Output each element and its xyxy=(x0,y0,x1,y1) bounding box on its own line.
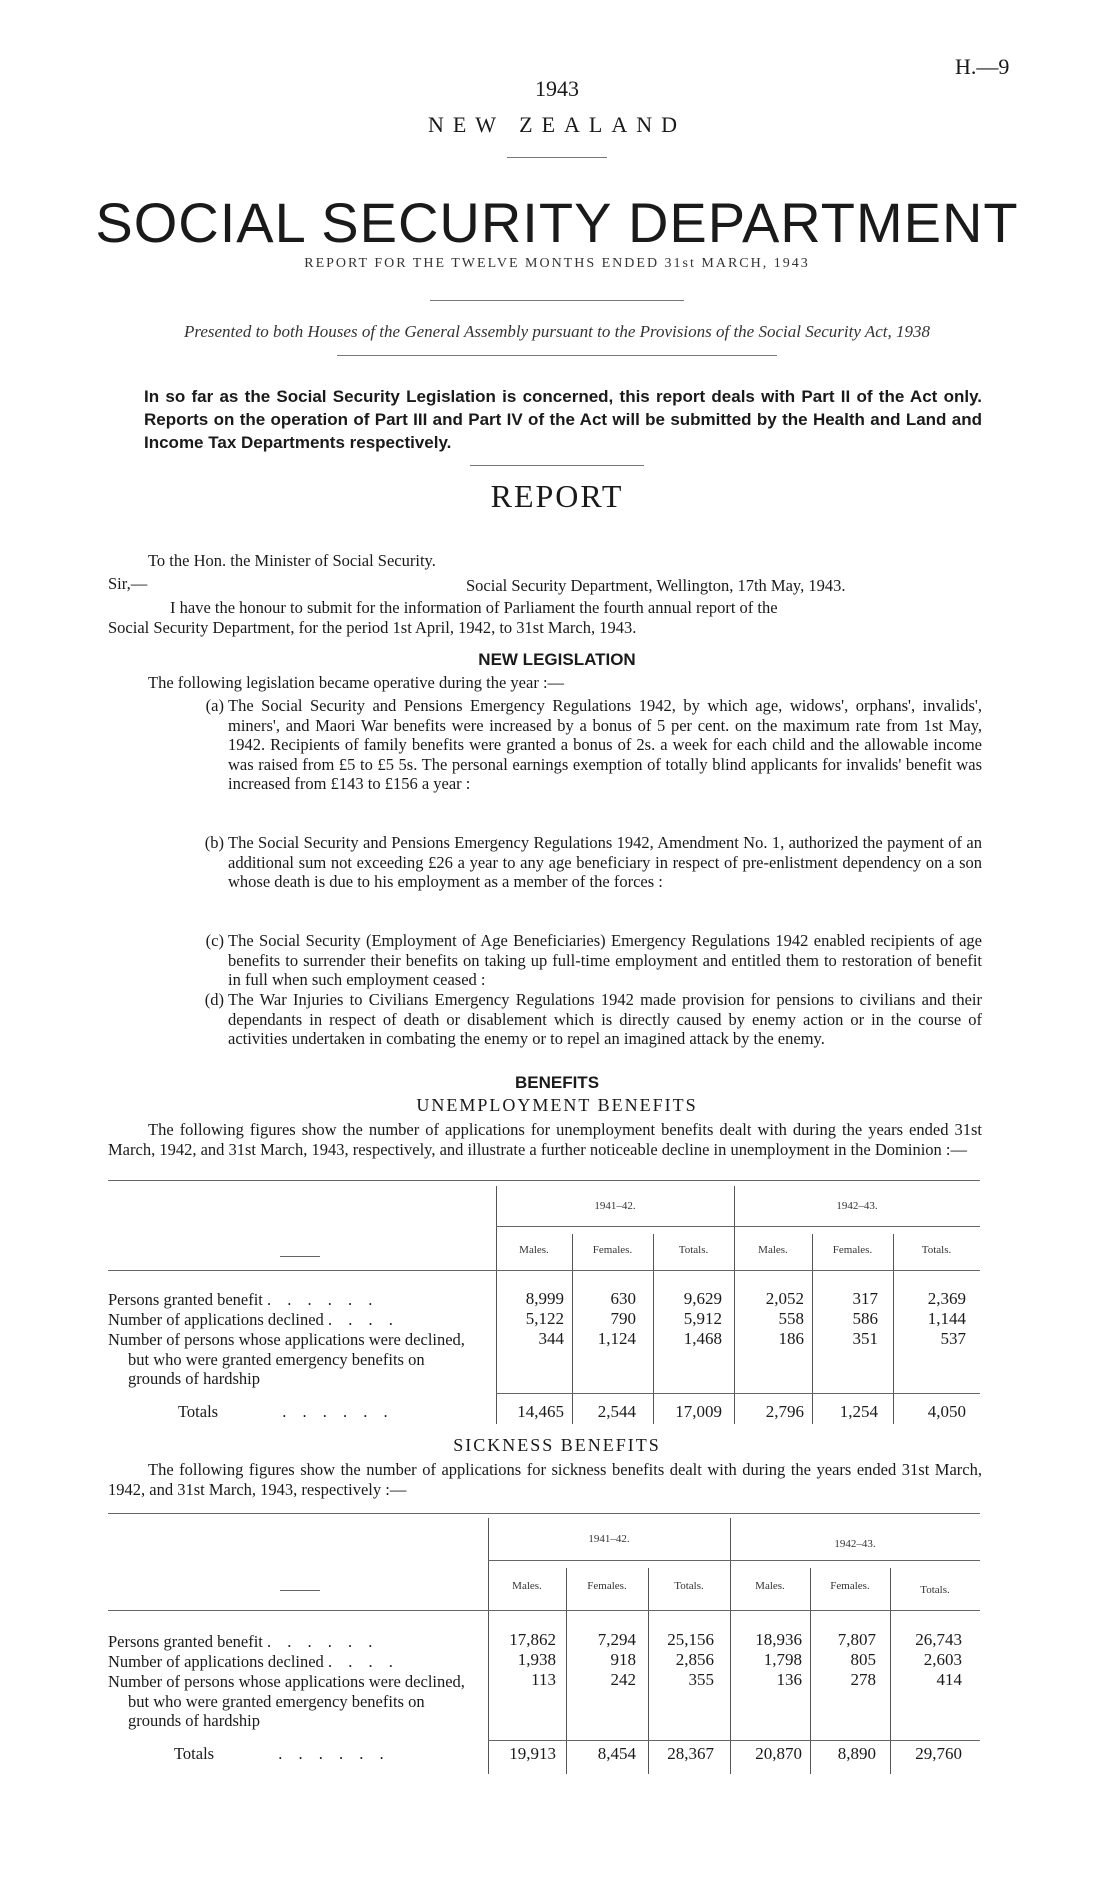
table-cell: 355 xyxy=(688,1670,714,1689)
column-header: Totals. xyxy=(921,1244,952,1256)
unemployment-intro: The following figures show the number of applications for unemployment benefits dealt with during the years ended 31st March, 1942, and 31st March, 1943, respectively, and illustrate a further noticeable decline in unemployment in the Dominion :— xyxy=(108,1120,982,1159)
table-cell: 18,936 xyxy=(755,1630,802,1649)
item-text: The War Injuries to Civilians Emergency Regulations 1942 made provision for pensions to civilians and their dependants in respect of death or disablement which is directly caused by enemy action or in the course of activities undertaken in combating the enemy or to repel an imagined attack by the enemy. xyxy=(228,990,982,1048)
period-header: 1942–43. xyxy=(836,1200,878,1212)
column-header: Males. xyxy=(519,1244,549,1256)
table-cell: 1,254 xyxy=(839,1402,878,1421)
table-cell: 790 xyxy=(610,1309,636,1328)
table-rule xyxy=(108,1270,980,1271)
table-cell: 630 xyxy=(610,1289,636,1308)
department-title: SOCIAL SECURITY DEPARTMENT xyxy=(95,191,1019,254)
table-cell: 2,052 xyxy=(765,1289,804,1308)
table-rule xyxy=(108,1610,980,1611)
page-number: H.—9 xyxy=(955,54,1010,79)
row-label: Totals xyxy=(178,1402,219,1421)
column-header: Totals. xyxy=(678,1244,709,1256)
table-cell: 8,454 xyxy=(597,1744,636,1763)
leader-dots: . . . . . . xyxy=(267,1632,379,1651)
table-cell: 8,890 xyxy=(837,1744,876,1763)
table-cell: 414 xyxy=(936,1670,962,1689)
table-cell: 558 xyxy=(778,1309,804,1328)
table-cell: 317 xyxy=(852,1289,878,1308)
leader-dots: . . . . xyxy=(327,1310,399,1329)
item-label: (b) xyxy=(204,833,224,852)
leader-dots: . . . . . . xyxy=(267,1290,379,1309)
item-label: (a) xyxy=(205,696,224,715)
column-header: Males. xyxy=(755,1580,785,1592)
table-cell: 1,798 xyxy=(763,1650,802,1669)
table-cell: 918 xyxy=(610,1650,636,1669)
leader-dots: . . . . xyxy=(327,1652,399,1671)
table-cell: 242 xyxy=(610,1670,636,1689)
table-cell: 17,862 xyxy=(509,1630,556,1649)
legislation-item xyxy=(204,833,982,892)
report-subtitle: REPORT FOR THE TWELVE MONTHS ENDED 31st MARCH, 1943 xyxy=(304,256,810,271)
report-year: 1943 xyxy=(535,76,579,101)
item-label: (c) xyxy=(205,931,224,950)
row-label: Number of persons whose applications were declined, but who were granted emergency benefits on grounds of hardship xyxy=(108,1672,465,1730)
table-row-label xyxy=(108,1310,478,1330)
table-cell: 586 xyxy=(852,1309,878,1328)
table-cell: 537 xyxy=(940,1329,966,1348)
letter-place-date: Social Security Department, Wellington, 17th May, 1943. xyxy=(466,576,846,595)
table-rule xyxy=(280,1256,320,1257)
column-header: Females. xyxy=(830,1580,870,1592)
table-cell: 28,367 xyxy=(667,1744,714,1763)
table-row-label xyxy=(178,1402,478,1422)
table-cell: 2,796 xyxy=(765,1402,804,1421)
row-label: Persons granted benefit xyxy=(108,1632,263,1651)
table-cell: 9,629 xyxy=(683,1289,722,1308)
table-rule xyxy=(488,1740,980,1741)
table-cell: 20,870 xyxy=(755,1744,802,1763)
table-cell: 2,603 xyxy=(923,1650,962,1669)
table-cell: 1,468 xyxy=(683,1329,722,1348)
table-rule xyxy=(496,1393,980,1394)
item-text: The Social Security and Pensions Emergency Regulations 1942, Amendment No. 1, authorized the payment of an additional sum not exceeding £26 a year to any age beneficiary in respect of pre-enlistment dependency on a son whose death is due to his employment as a member of the forces : xyxy=(228,833,982,891)
item-text: The Social Security and Pensions Emergency Regulations 1942, by which age, widows', orphans', invalids', miners', and Maori War benefits were increased by a bonus of 5 per cent. on the maximum rate from 1st May, 1942. Recipients of family benefits were granted a bonus of 2s. a week for each child and the allowable income was raised from £5 to £5 5s. The personal earnings exemption of totally blind applicants for invalids' benefit was increased from £143 to £156 a year : xyxy=(228,696,982,793)
legislation-item xyxy=(205,696,982,794)
table-cell: 29,760 xyxy=(915,1744,962,1763)
column-header: Males. xyxy=(758,1244,788,1256)
table-cell: 1,938 xyxy=(517,1650,556,1669)
legislation-item xyxy=(204,990,982,1049)
table-cell: 113 xyxy=(531,1670,556,1689)
item-label: (d) xyxy=(204,990,224,1009)
table-cell: 278 xyxy=(850,1670,876,1689)
column-header: Totals. xyxy=(674,1580,704,1592)
sickness-heading: SICKNESS BENEFITS xyxy=(453,1435,661,1455)
intro-paragraph: In so far as the Social Security Legislation is concerned, this report deals with Part II of the Act only. Reports on the operation of Part III and Part IV of the Act will be submitted by the Health and Land and Income Tax Departments respectively. xyxy=(144,387,982,452)
letter-body-line-2: Social Security Department, for the period 1st April, 1942, to 31st March, 1943. xyxy=(108,618,637,637)
column-header: Females. xyxy=(592,1244,633,1256)
table-cell: 136 xyxy=(776,1670,802,1689)
table-cell: 8,999 xyxy=(525,1289,564,1308)
section-heading-new-legislation: NEW LEGISLATION xyxy=(478,650,636,669)
table-cell: 7,807 xyxy=(837,1630,876,1649)
period-header: 1941–42. xyxy=(588,1533,630,1545)
table-cell: 26,743 xyxy=(915,1630,962,1649)
row-label: Totals xyxy=(174,1744,215,1763)
letter-body-line-1: I have the honour to submit for the information of Parliament the fourth annual report of the xyxy=(170,598,778,617)
table-cell: 14,465 xyxy=(517,1402,564,1421)
column-header: Males. xyxy=(512,1580,542,1592)
table-row-label xyxy=(108,1672,478,1731)
table-row-label xyxy=(174,1744,478,1764)
table-cell: 344 xyxy=(538,1329,564,1348)
divider xyxy=(337,355,777,356)
table-row-label xyxy=(108,1652,478,1672)
report-title: REPORT xyxy=(490,478,624,514)
legislation-item xyxy=(205,931,982,990)
period-header: 1942–43. xyxy=(834,1538,876,1550)
table-cell: 186 xyxy=(778,1329,804,1348)
column-header: Females. xyxy=(832,1244,873,1256)
table-rule xyxy=(108,1180,980,1181)
divider xyxy=(430,300,684,301)
country-title: NEW ZEALAND xyxy=(427,112,687,137)
presented-note: Presented to both Houses of the General Assembly pursuant to the Provisions of the Social Security Act, 1938 xyxy=(183,322,930,341)
table-rule xyxy=(280,1590,320,1591)
letter-addressee: To the Hon. the Minister of Social Security. xyxy=(148,551,436,570)
row-label: Persons granted benefit xyxy=(108,1290,263,1309)
table-row-label xyxy=(108,1330,478,1389)
divider xyxy=(507,157,607,158)
table-cell: 5,122 xyxy=(525,1309,564,1328)
table-row-label xyxy=(108,1632,478,1652)
table-cell: 19,913 xyxy=(509,1744,556,1763)
table-rule xyxy=(488,1560,980,1561)
divider xyxy=(470,465,644,466)
table-cell: 2,369 xyxy=(927,1289,966,1308)
sickness-intro: The following figures show the number of applications for sickness benefits dealt with during the years ended 31st March, 1942, and 31st March, 1943, respectively :— xyxy=(108,1460,982,1499)
table-cell: 1,124 xyxy=(597,1329,636,1348)
table-cell: 2,856 xyxy=(675,1650,714,1669)
section-heading-benefits: BENEFITS xyxy=(514,1073,600,1092)
table-cell: 17,009 xyxy=(675,1402,722,1421)
column-header: Totals. xyxy=(920,1584,950,1596)
row-label: Number of persons whose applications were declined, but who were granted emergency benefits on grounds of hardship xyxy=(108,1330,465,1388)
table-row-label xyxy=(108,1290,478,1310)
letter-salutation: Sir,— xyxy=(108,574,148,593)
table-cell: 805 xyxy=(850,1650,876,1669)
row-label: Number of applications declined xyxy=(108,1652,324,1671)
item-text: The Social Security (Employment of Age Beneficiaries) Emergency Regulations 1942 enabled recipients of age benefits to surrender their benefits on taking up full-time employment and entitled them to restoration of benefit in full when such employment ceased : xyxy=(228,931,982,989)
table-cell: 2,544 xyxy=(597,1402,636,1421)
table-cell: 25,156 xyxy=(667,1630,714,1649)
row-label: Number of applications declined xyxy=(108,1310,324,1329)
table-cell: 7,294 xyxy=(597,1630,636,1649)
table-cell: 351 xyxy=(852,1329,878,1348)
table-cell: 1,144 xyxy=(927,1309,966,1328)
table-cell: 4,050 xyxy=(927,1402,966,1421)
leader-dots: . . . . . . xyxy=(282,1402,394,1421)
period-header: 1941–42. xyxy=(594,1200,636,1212)
table-rule xyxy=(108,1513,980,1514)
table-cell: 5,912 xyxy=(683,1309,722,1328)
legislation-lead: The following legislation became operative during the year :— xyxy=(148,673,565,692)
table-rule xyxy=(496,1226,980,1227)
leader-dots: . . . . . . xyxy=(278,1744,390,1763)
unemployment-heading: UNEMPLOYMENT BENEFITS xyxy=(416,1095,698,1115)
column-header: Females. xyxy=(587,1580,627,1592)
